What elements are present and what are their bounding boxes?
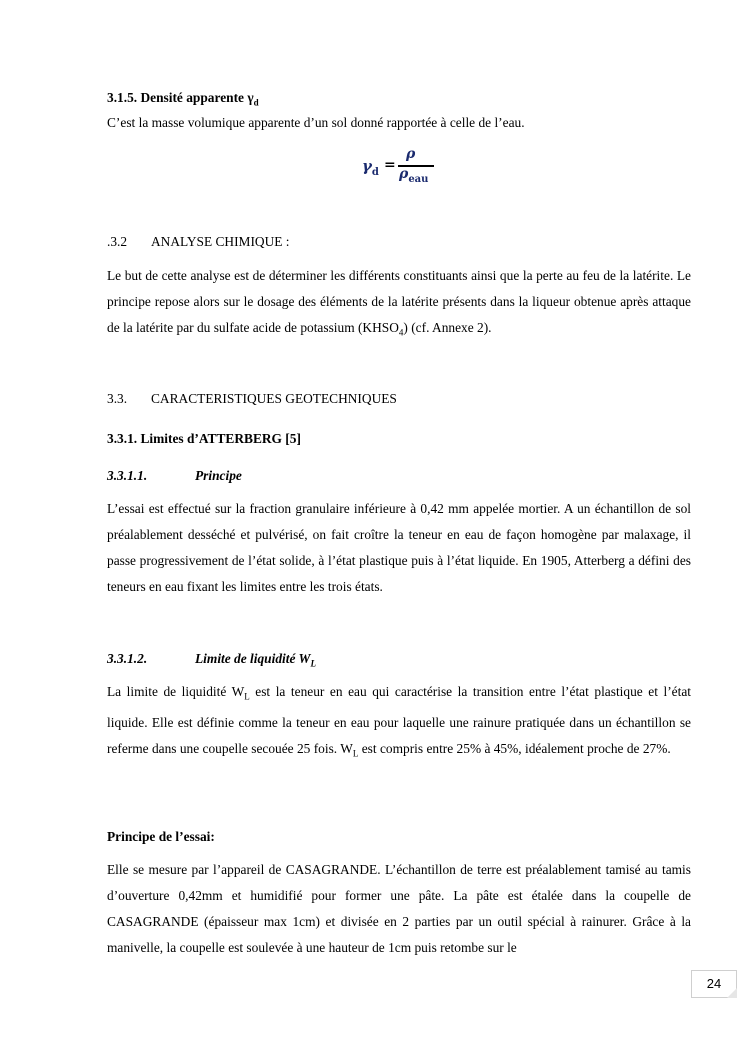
heading-3-3-1-2-title: Limite de liquidité W <box>195 651 311 666</box>
density-formula <box>362 148 442 184</box>
formula-denominator: $\rho_{eau}$ <box>399 166 429 185</box>
heading-3-3-1: 3.3.1. Limites d’ATTERBERG [5] <box>107 431 301 446</box>
principle-paragraph: L’essai est effectué sur la fraction granulaire inférieure à 0,42 mm appelée mortier. A un échantillon de sol préalablement desséché et pulvérisé, on fait croître la teneur en eau de façon homogène par malaxage, il passe progressivement de l’état solide, à l’état plastique puis à l’état liquide. En 1905, Atterberg a défini des teneurs en eau fixant les limites entre les trois états. <box>107 501 691 594</box>
formula-lhs: $\gamma_d$ <box>362 157 379 178</box>
heading-3-2-number: .3.2 <box>107 234 128 249</box>
heading-3-3-title: CARACTERISTIQUES GEOTECHNIQUES <box>151 391 397 406</box>
heading-3-1-5-text: 3.1.5. Densité apparente <box>107 90 244 105</box>
density-definition: C’est la masse volumique apparente d’un sol donné rapportée à celle de l’eau. <box>107 115 525 130</box>
heading-3-3-1-1-title: Principe <box>195 468 242 483</box>
formula-numerator: ρ <box>406 146 416 162</box>
heading-3-3-1-1 <box>107 468 691 484</box>
liquidity-limit-paragraph: La limite de liquidité $W_L$ est la teneur en eau qui caractérise la transition entre l’état plastique et l’état liquide. Elle est définie comme la teneur en eau pour laquelle une rainure pratiquée dans un échantillon se referme dans une coupelle secouée 25 fois. $W_L$ est compris entre 25% à 45%, idéalement proche de 27%. <box>107 684 691 759</box>
heading-3-1-5 <box>107 90 691 108</box>
page-curl-decoration <box>727 988 737 998</box>
page-number-box <box>691 970 737 998</box>
test-principle-heading: Principe de l’essai: <box>107 829 215 844</box>
heading-3-3-1-1-number: 3.3.1.1. <box>107 468 148 483</box>
test-principle-paragraph: Elle se mesure par l’appareil de CASAGRANDE. L’échantillon de terre est préalablement tamisé au tamis d’ouverture 0,42mm et humidifié pour former une pâte. La pâte est étalée dans la coupelle de CASAGRANDE (épaisseur max 1cm) et divisée en 2 parties par un outil spécial à rainurer. Grâce à la manivelle, la coupelle est soulevée à une hauteur de 1cm puis retombe sur le <box>107 862 691 955</box>
heading-3-3-1-2: 3.3.1.2. Limite de liquidité $W_L$ <box>107 651 316 669</box>
chemical-analysis-paragraph: Le but de cette analyse est de déterminer les différents constituants ainsi que la perte au feu de la latérite. Le principe repose alors sur le dosage des éléments de la latérite présents dans la liqueur obtenue après attaque de la latérite par du sulfate acide de potassium $(KHSO_4)$ (cf. Annexe 2). <box>107 268 691 338</box>
heading-3-2-title: ANALYSE CHIMIQUE : <box>151 234 290 249</box>
heading-3-3-1-2-number: 3.3.1.2. <box>107 651 148 666</box>
heading-3-3-number: 3.3. <box>107 391 128 406</box>
gamma-subscript: d <box>253 97 259 108</box>
heading-3-2 <box>107 234 691 250</box>
page-number: 24 <box>706 976 722 991</box>
gamma-symbol: γ <box>247 90 254 105</box>
heading-3-3 <box>107 391 691 407</box>
formula-equals: = <box>384 157 396 173</box>
